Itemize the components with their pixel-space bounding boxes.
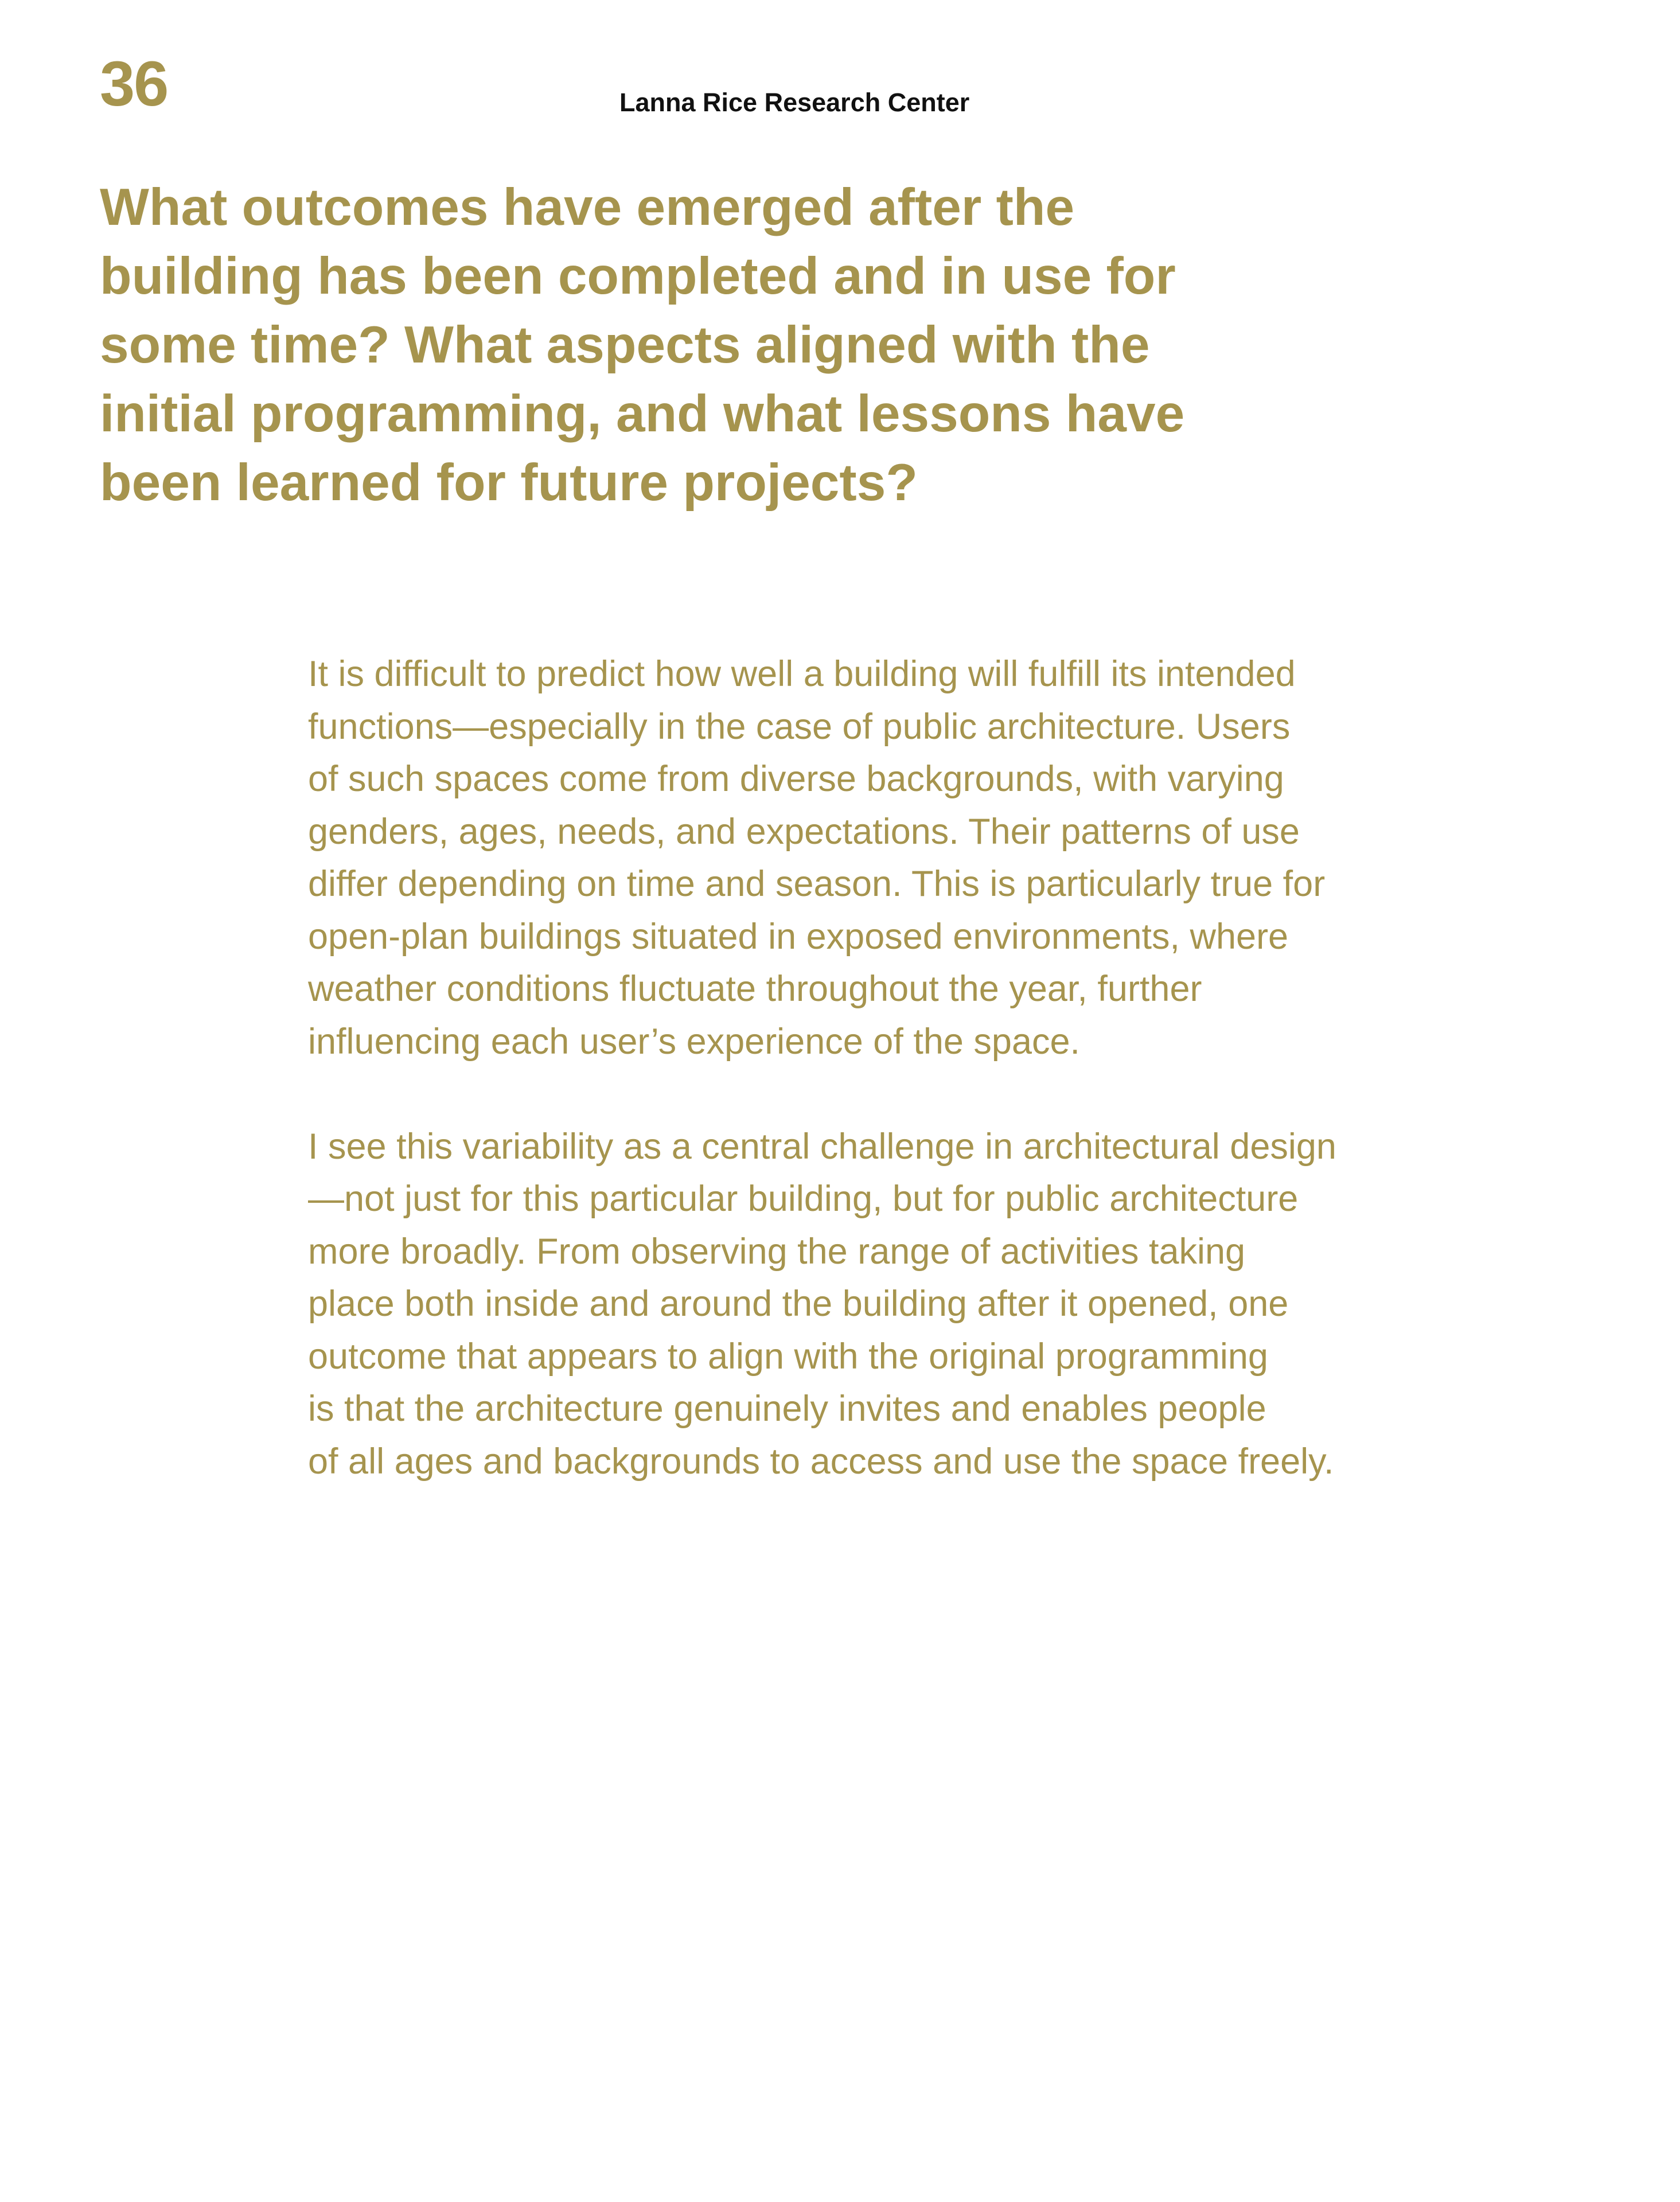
body-line: outcome that appears to align with the original programming (308, 1336, 1268, 1377)
body-line: more broadly. From observing the range of activities taking (308, 1231, 1246, 1272)
question-line: been learned for future projects? (100, 454, 918, 512)
body-line: is that the architecture genuinely invites and enables people (308, 1389, 1266, 1429)
question-line: initial programming, and what lessons have (100, 385, 1185, 443)
body-text (308, 648, 1558, 1541)
question-line: some time? What aspects aligned with the (100, 316, 1150, 374)
question-heading (100, 173, 1304, 517)
body-line: influencing each user’s experience of the space. (308, 1021, 1081, 1062)
running-header: Lanna Rice Research Center (619, 88, 970, 117)
question-line: What outcomes have emerged after the (100, 178, 1075, 236)
body-line: of all ages and backgrounds to access and use the space freely. (308, 1441, 1334, 1482)
body-line: —not just for this particular building, but for public architecture (308, 1179, 1299, 1219)
body-line: of such spaces come from diverse backgrounds, with varying (308, 759, 1284, 799)
body-line: It is difficult to predict how well a building will fulfill its intended (308, 654, 1296, 694)
body-line: functions—especially in the case of public architecture. Users (308, 706, 1291, 747)
body-line: weather conditions fluctuate throughout the year, further (308, 969, 1202, 1009)
body-line: I see this variability as a central challenge in architectural design (308, 1126, 1336, 1167)
question-line: building has been completed and in use for (100, 247, 1176, 305)
body-line: differ depending on time and season. This is particularly true for (308, 864, 1326, 904)
body-line: place both inside and around the building after it opened, one (308, 1284, 1289, 1324)
body-line: open-plan buildings situated in exposed environments, where (308, 916, 1289, 957)
page-number: 36 (100, 49, 168, 119)
body-paragraph (308, 1121, 1558, 1488)
body-line: genders, ages, needs, and expectations. Their patterns of use (308, 811, 1300, 852)
body-paragraph (308, 648, 1558, 1068)
